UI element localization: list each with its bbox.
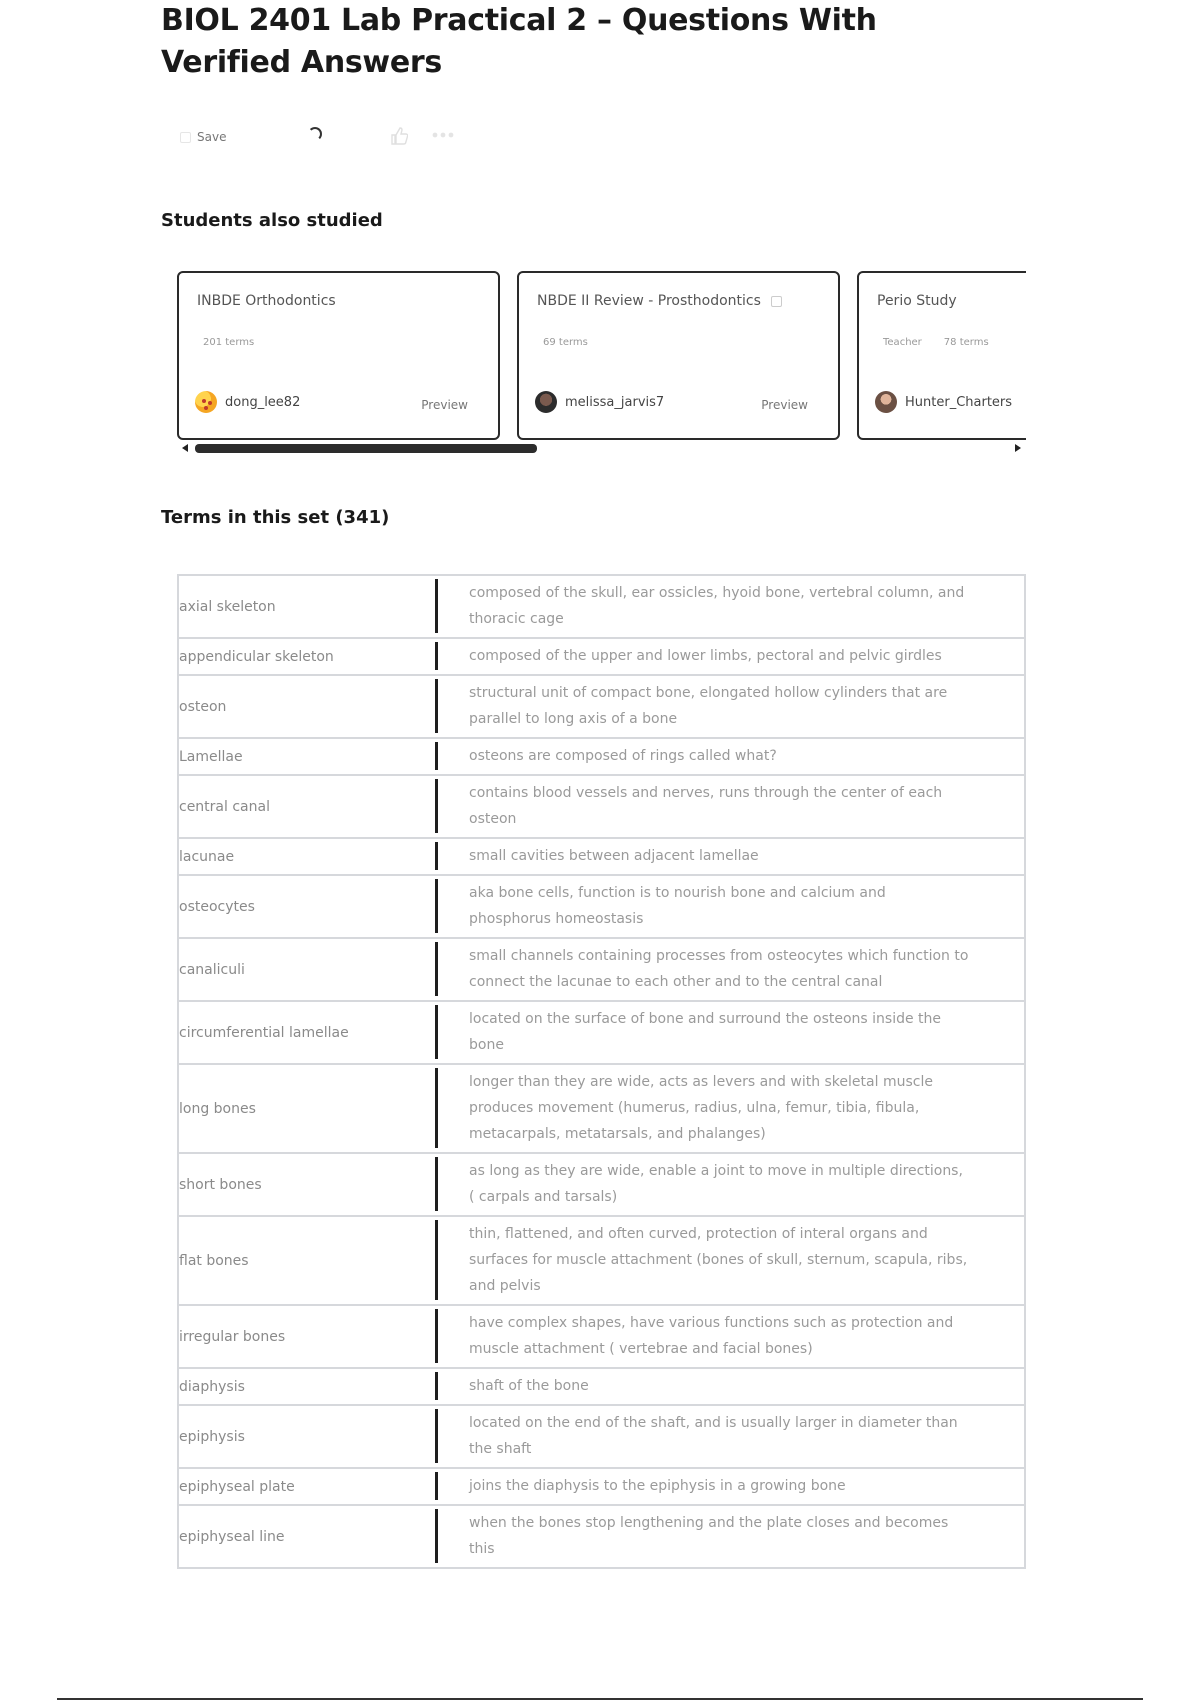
definition-text: osteons are composed of rings called what? — [469, 748, 777, 764]
card-author-name: melissa_jarvis7 — [565, 394, 665, 410]
term-text: epiphyseal line — [179, 1528, 285, 1545]
term-row — [179, 739, 1024, 776]
row-divider — [435, 879, 438, 933]
definition-text: longer than they are wide, acts as levers and with skeletal muscle produces movement (humerus, radius, ulna, femur, tibia, fibula, metacarpals, metatarsals, and phalanges) — [469, 1074, 933, 1142]
card-term-count: 201 terms — [203, 337, 255, 348]
terms-heading: Terms in this set (341) — [161, 507, 390, 528]
row-divider — [435, 642, 438, 670]
term-row — [179, 1506, 1024, 1569]
card-term-count: 69 terms — [543, 337, 588, 348]
study-set-card[interactable] — [177, 271, 500, 440]
thumbs-up-icon[interactable] — [390, 126, 408, 146]
action-bar — [180, 124, 226, 150]
definition-text: contains blood vessels and nerves, runs through the center of each osteon — [469, 785, 943, 827]
loading-spinner-icon — [308, 127, 322, 141]
term-row — [179, 1306, 1024, 1369]
term-text: flat bones — [179, 1252, 249, 1269]
definition-text: have complex shapes, have various functions such as protection and muscle attachment ( vertebrae and facial bones) — [469, 1315, 954, 1357]
students-also-studied-heading: Students also studied — [161, 210, 383, 231]
term-row — [179, 1065, 1024, 1154]
term-text: appendicular skeleton — [179, 648, 334, 665]
more-options-icon[interactable] — [432, 132, 454, 138]
row-divider — [435, 942, 438, 996]
row-divider — [435, 842, 438, 870]
row-divider — [435, 1309, 438, 1363]
save-label: Save — [197, 130, 227, 144]
definition-text: thin, flattened, and often curved, protection of interal organs and surfaces for muscle attachment (bones of skull, sternum, scapula, ribs, and pelvis — [469, 1226, 968, 1294]
definition-text: small channels containing processes from osteocytes which function to connect the lacunae to each other and to the central canal — [469, 948, 969, 990]
study-set-carousel — [177, 271, 1026, 441]
page-title: BIOL 2401 Lab Practical 2 – Questions With Verified Answers — [161, 3, 877, 80]
term-row — [179, 839, 1024, 876]
term-row — [179, 876, 1024, 939]
term-row — [179, 1406, 1024, 1469]
definition-text: shaft of the bone — [469, 1378, 589, 1394]
row-divider — [435, 1509, 438, 1563]
term-text: circumferential lamellae — [179, 1024, 349, 1041]
row-divider — [435, 1220, 438, 1300]
definition-text: composed of the upper and lower limbs, pectoral and pelvic girdles — [469, 648, 942, 664]
term-text: central canal — [179, 798, 270, 815]
term-text: epiphyseal plate — [179, 1478, 295, 1495]
term-text: short bones — [179, 1176, 262, 1193]
term-row — [179, 1469, 1024, 1506]
term-text: axial skeleton — [179, 598, 276, 615]
card-author-name: dong_lee82 — [225, 394, 301, 410]
term-text: irregular bones — [179, 1328, 286, 1345]
definition-text: structural unit of compact bone, elongated hollow cylinders that are parallel to long axis of a bone — [469, 685, 948, 727]
card-title: INBDE Orthodontics — [197, 293, 336, 309]
card-title-text: NBDE II Review - Prosthodontics — [537, 293, 761, 309]
term-row — [179, 1369, 1024, 1406]
card-meta — [883, 337, 989, 348]
term-row — [179, 676, 1024, 739]
definition-text: located on the end of the shaft, and is usually larger in diameter than the shaft — [469, 1415, 958, 1457]
card-author-name: Hunter_Charters — [905, 394, 1013, 410]
avatar — [195, 391, 217, 413]
avatar — [875, 391, 897, 413]
term-text: osteocytes — [179, 898, 255, 915]
row-divider — [435, 1068, 438, 1148]
term-row — [179, 576, 1024, 639]
term-text: canaliculi — [179, 961, 245, 978]
avatar — [535, 391, 557, 413]
term-text: osteon — [179, 698, 227, 715]
card-author[interactable] — [195, 391, 300, 413]
preview-button[interactable]: Preview — [761, 398, 808, 412]
term-text: lacunae — [179, 848, 235, 865]
preview-button[interactable]: Preview — [421, 398, 468, 412]
term-row — [179, 1002, 1024, 1065]
set-tag-icon — [771, 296, 782, 307]
card-meta — [203, 337, 254, 348]
definition-text: composed of the skull, ear ossicles, hyoid bone, vertebral column, and thoracic cage — [469, 585, 965, 627]
card-meta — [543, 337, 588, 348]
term-row — [179, 776, 1024, 839]
save-button[interactable] — [180, 130, 226, 144]
term-text: epiphysis — [179, 1428, 245, 1445]
card-author-role: Teacher — [883, 337, 922, 348]
row-divider — [435, 1157, 438, 1211]
row-divider — [435, 1372, 438, 1400]
study-set-card[interactable] — [857, 271, 1026, 440]
card-term-count: 78 terms — [943, 337, 989, 348]
definition-text: as long as they are wide, enable a joint to move in multiple directions, ( carpals and tarsals) — [469, 1163, 963, 1205]
definition-text: located on the surface of bone and surround the osteons inside the bone — [469, 1011, 942, 1053]
row-divider — [435, 1472, 438, 1500]
term-row — [179, 939, 1024, 1002]
card-author[interactable] — [535, 391, 664, 413]
term-text: Lamellae — [179, 748, 243, 765]
term-row — [179, 1154, 1024, 1217]
definition-text: joins the diaphysis to the epiphysis in a growing bone — [469, 1478, 846, 1494]
study-set-card[interactable] — [517, 271, 840, 440]
card-title: Perio Study — [877, 293, 957, 309]
row-divider — [435, 1409, 438, 1463]
carousel-scrollbar[interactable] — [195, 444, 537, 453]
definition-text: when the bones stop lengthening and the plate closes and becomes this — [469, 1515, 949, 1557]
definition-text: aka bone cells, function is to nourish bone and calcium and phosphorus homeostasis — [469, 885, 886, 927]
scroll-left-arrow-icon[interactable] — [182, 444, 188, 452]
scroll-right-arrow-icon[interactable] — [1015, 444, 1021, 452]
term-row — [179, 639, 1024, 676]
row-divider — [435, 1005, 438, 1059]
term-text: long bones — [179, 1100, 256, 1117]
bookmark-icon — [180, 132, 191, 143]
row-divider — [435, 579, 438, 633]
term-text: diaphysis — [179, 1378, 245, 1395]
row-divider — [435, 779, 438, 833]
card-title — [537, 293, 782, 309]
row-divider — [435, 742, 438, 770]
definition-text: small cavities between adjacent lamellae — [469, 848, 759, 864]
term-row — [179, 1217, 1024, 1306]
card-author[interactable] — [875, 391, 1012, 413]
row-divider — [435, 679, 438, 733]
terms-table — [177, 574, 1026, 1569]
